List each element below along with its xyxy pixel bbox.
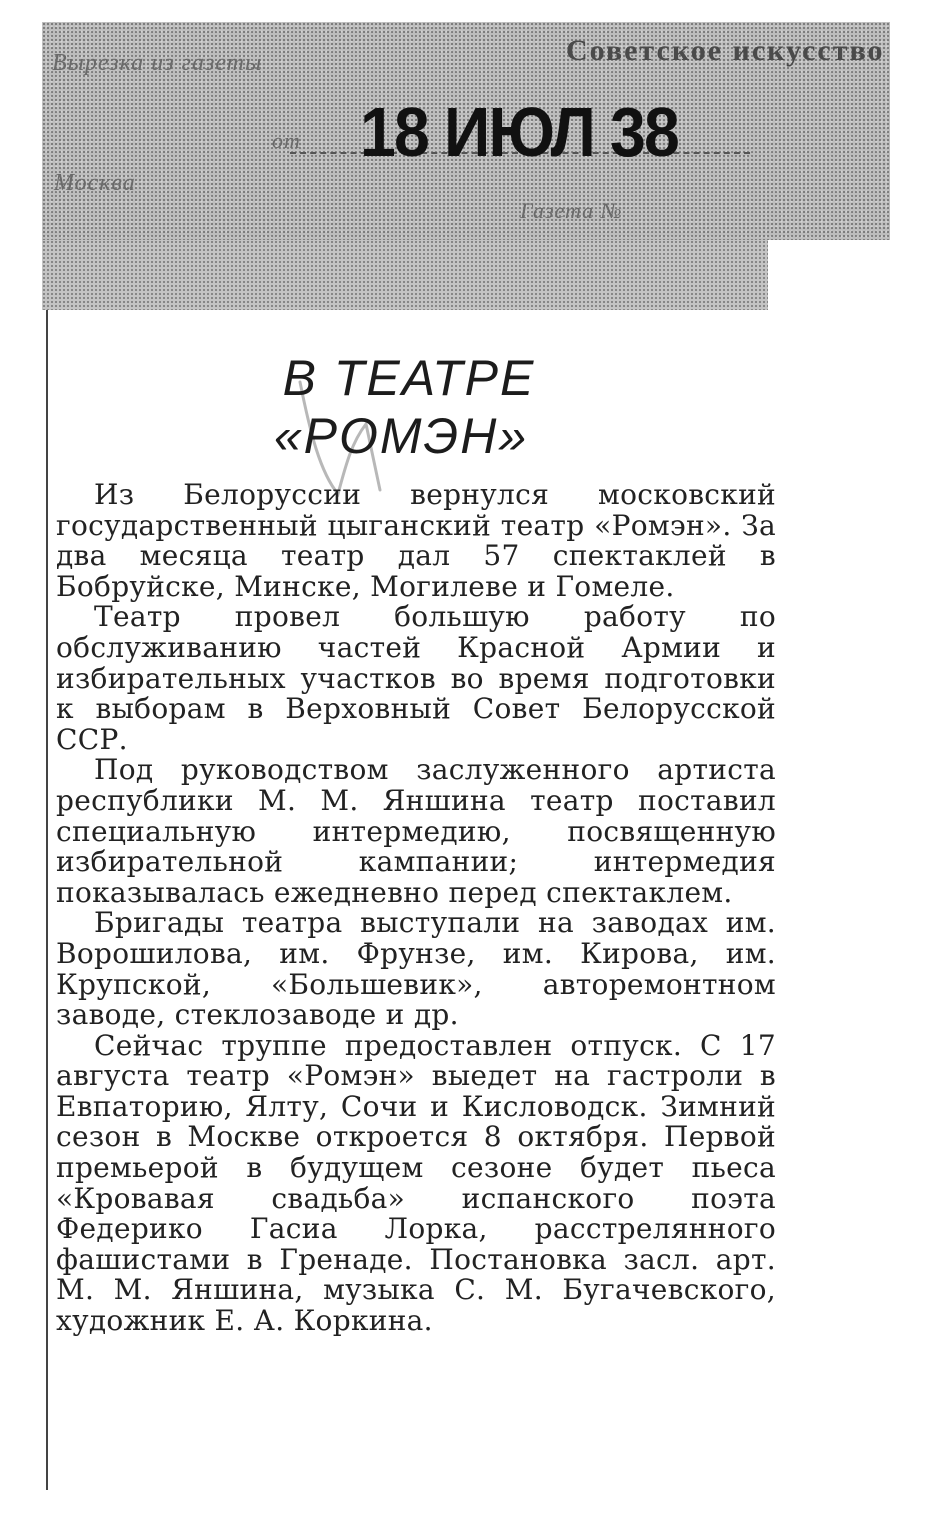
article-title-line-1: В ТЕАТРЕ: [282, 350, 536, 406]
article-paragraph: Сейчас труппе предоставлен отпуск. С 17 августа театр «Ромэн» выедет на гастроли в Евпаторию, Ялту, Сочи и Кисловодск. Зимний сезон в Москве откроется 8 октября. Первой премьерой в будущем сезоне будет пьеса «Кровавая свадьба» испанского поэта Федерико Гасиа Лорка, расстрелянного фашистами в Гренаде. Постановка засл. арт. М. М. Яншина, музыка С. М. Бугачевского, художник Е. А. Коркина.: [56, 1028, 776, 1338]
article-paragraph: Театр провел большую работу по обслуживанию частей Красной Армии и избирательных участков во время подготовки к выборам в Верховный Совет Белорусской ССР.: [56, 600, 776, 756]
article-body: [56, 480, 776, 1337]
article-paragraph: Бригады театра выступали на заводах им. Ворошилова, им. Фрунзе, им. Кирова, им. Крупской, «Большевик», авторемонтном заводе, стеклозаводе и др.: [56, 906, 776, 1032]
label-city: Москва: [54, 170, 136, 196]
article-title-line-2: «РОМЭН»: [273, 408, 529, 464]
article-paragraph: Из Белоруссии вернулся московский государственный цыганский театр «Ромэн». За два месяца театр дал 57 спектаклей в Бобруйске, Минске, Могилеве и Гомеле.: [56, 478, 776, 603]
label-from: от: [272, 128, 301, 153]
clipping-label-strip-lower: [42, 240, 768, 310]
article-clipping: [46, 310, 782, 1490]
label-date-stamp: 18 ИЮЛ 38: [360, 93, 678, 171]
label-newspaper-name: Советское искусство: [566, 34, 885, 67]
label-source: Вырезка из газеты: [52, 50, 263, 76]
label-issue-number: Газета №: [520, 198, 623, 223]
article-paragraph: Под руководством заслуженного артиста республики М. М. Яншина театр поставил специальную интермедию, посвященную избирательной кампании; интермедия показывалась ежедневно перед спектаклем.: [56, 753, 776, 909]
